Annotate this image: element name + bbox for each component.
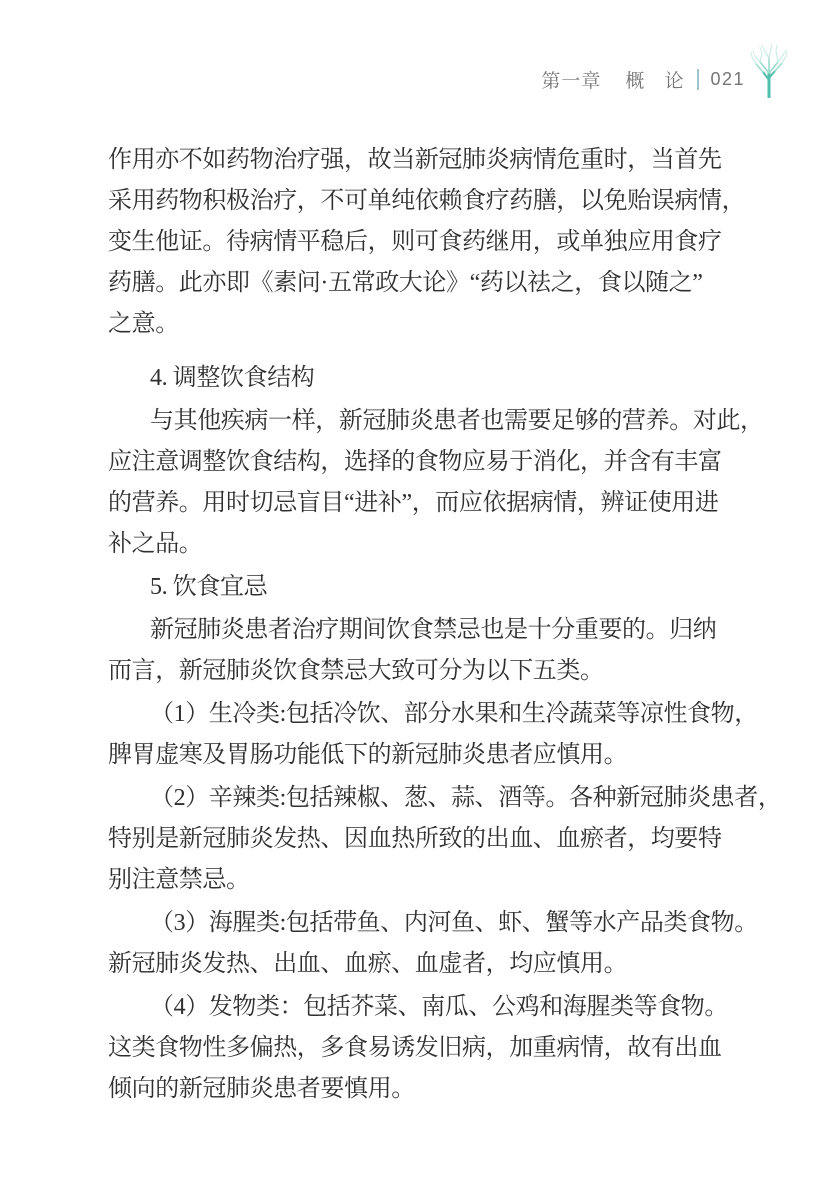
- text-line: 的营养。用时切忌盲目“进补”，而应依据病情，辨证使用进: [108, 490, 719, 516]
- text-line: 新冠肺炎发热、出血、血瘀、血虚者，均应慎用。: [108, 951, 628, 977]
- text-line: 作用亦不如药物治疗强，故当新冠肺炎病情危重时，当首先: [108, 147, 722, 173]
- text-line: 而言，新冠肺炎饮食禁忌大致可分为以下五类。: [108, 658, 604, 684]
- paragraph-nutrition: [108, 401, 768, 565]
- text-line: 别注意禁忌。: [108, 867, 250, 893]
- tree-icon: [750, 42, 788, 98]
- text-line: 5. 饮食宜忌: [150, 574, 268, 600]
- text-line: 与其他疾病一样，新冠肺炎患者也需要足够的营养。对此，: [150, 408, 764, 434]
- text-line: 应注意调整饮食结构，选择的食物应易于消化，并含有丰富: [108, 449, 722, 475]
- text-line: 之意。: [108, 311, 179, 337]
- text-line: 新冠肺炎患者治疗期间饮食禁忌也是十分重要的。归纳: [150, 617, 717, 643]
- heading-4-adjust-diet-structure: [108, 358, 768, 399]
- item-4-stimulating-foods: [108, 987, 768, 1110]
- text-line: 采用药物积极治疗，不可单纯依赖食疗药膳，以免贻误病情，: [108, 188, 746, 214]
- text-line: 4. 调整饮食结构: [150, 365, 315, 391]
- text-line: 特别是新冠肺炎发热、因血热所致的出血、血瘀者，均要特: [108, 826, 722, 852]
- heading-5-dietary-dos-donts: [108, 567, 768, 608]
- text-line: （3）海腥类:包括带鱼、内河鱼、虾、蟹等水产品类食物。: [150, 910, 758, 936]
- text-line: 药膳。此亦即《素问·五常政大论》“药以祛之，食以随之”: [108, 270, 703, 296]
- text-line: 脾胃虚寒及胃肠功能低下的新冠肺炎患者应慎用。: [108, 742, 628, 768]
- page-number: 021: [710, 69, 745, 89]
- text-line: （1）生冷类:包括冷饮、部分水果和生冷蔬菜等凉性食物，: [150, 701, 758, 727]
- item-1-raw-cold-foods: [108, 694, 768, 776]
- header-divider: [697, 69, 699, 90]
- item-2-spicy-foods: [108, 778, 782, 901]
- text-line: 这类食物性多偏热，多食易诱发旧病，加重病情，故有出血: [108, 1035, 722, 1061]
- text-line: 变生他证。待病情平稳后，则可食药继用，或单独应用食疗: [108, 229, 722, 255]
- page-body: [108, 140, 782, 1110]
- text-line: 倾向的新冠肺炎患者要慎用。: [108, 1076, 415, 1102]
- item-3-fishy-seafood: [108, 903, 768, 985]
- text-line: （2）辛辣类:包括辣椒、葱、蒜、酒等。各种新冠肺炎患者，: [150, 785, 782, 811]
- chapter-title-char-2: 论: [664, 71, 685, 92]
- chapter-label: 第一章: [541, 71, 602, 92]
- continuation-paragraph: [108, 140, 768, 345]
- chapter-title-char-1: 概: [625, 71, 646, 92]
- text-line: （4）发物类：包括芥菜、南瓜、公鸡和海腥类等食物。: [150, 994, 728, 1020]
- page-header: [541, 66, 745, 93]
- paragraph-taboo-intro: [108, 610, 768, 692]
- text-line: 补之品。: [108, 531, 203, 557]
